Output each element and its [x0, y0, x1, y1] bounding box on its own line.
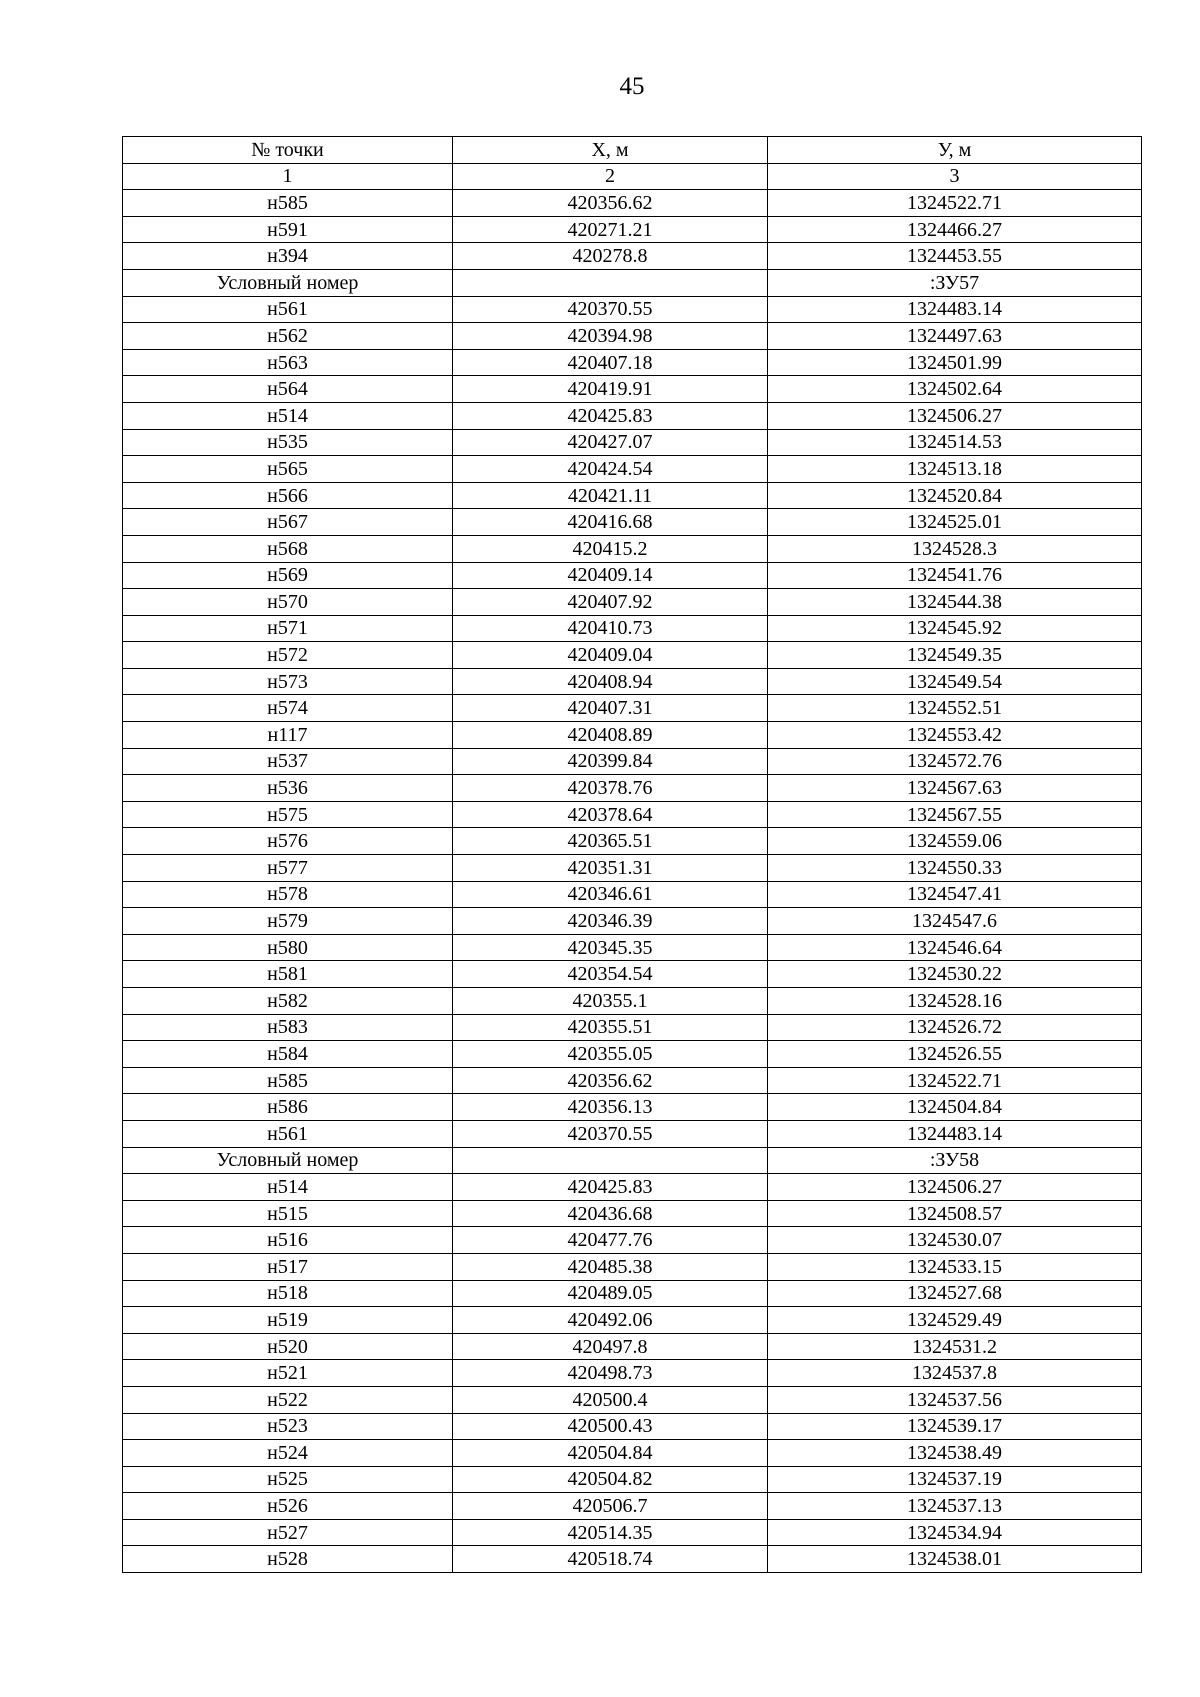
point-number-cell: н565 [123, 456, 453, 483]
y-coordinate-cell: 1324541.76 [768, 562, 1142, 589]
section-label-cell: Условный номер [123, 1147, 453, 1174]
point-number-cell: н583 [123, 1014, 453, 1041]
header-point-number: № точки [123, 137, 453, 164]
y-coordinate-cell: 1324520.84 [768, 482, 1142, 509]
y-coordinate-cell: 1324572.76 [768, 748, 1142, 775]
x-coordinate-cell: 420436.68 [453, 1200, 768, 1227]
point-number-cell: н591 [123, 216, 453, 243]
x-coordinate-cell: 420365.51 [453, 828, 768, 855]
x-coordinate-cell: 420489.05 [453, 1280, 768, 1307]
x-coordinate-cell: 420407.18 [453, 349, 768, 376]
y-coordinate-cell: 1324538.01 [768, 1546, 1142, 1573]
point-number-cell: н570 [123, 589, 453, 616]
y-coordinate-cell: 1324537.56 [768, 1386, 1142, 1413]
x-coordinate-cell: 420427.07 [453, 429, 768, 456]
y-coordinate-cell: 1324466.27 [768, 216, 1142, 243]
table-row [123, 482, 1142, 509]
y-coordinate-cell: 1324530.22 [768, 961, 1142, 988]
point-number-cell: н117 [123, 722, 453, 749]
point-number-cell: н520 [123, 1333, 453, 1360]
y-coordinate-cell: 1324537.13 [768, 1493, 1142, 1520]
table-row [123, 1014, 1142, 1041]
y-coordinate-cell: 1324538.49 [768, 1440, 1142, 1467]
x-coordinate-cell: 420477.76 [453, 1227, 768, 1254]
point-number-cell: н579 [123, 908, 453, 935]
table-row [123, 934, 1142, 961]
x-coordinate-cell: 420346.39 [453, 908, 768, 935]
point-number-cell: н536 [123, 775, 453, 802]
table-row [123, 668, 1142, 695]
point-number-cell: н514 [123, 1174, 453, 1201]
y-coordinate-cell: 1324522.71 [768, 1067, 1142, 1094]
table-row [123, 1440, 1142, 1467]
point-number-cell: н573 [123, 668, 453, 695]
y-coordinate-cell: 1324567.63 [768, 775, 1142, 802]
y-coordinate-cell: 1324549.35 [768, 642, 1142, 669]
table-row [123, 642, 1142, 669]
x-coordinate-cell: 420415.2 [453, 535, 768, 562]
x-coordinate-cell: 420394.98 [453, 323, 768, 350]
x-coordinate-cell: 420500.4 [453, 1386, 768, 1413]
x-coordinate-cell: 420492.06 [453, 1307, 768, 1334]
point-number-cell: н586 [123, 1094, 453, 1121]
x-coordinate-cell: 420419.91 [453, 376, 768, 403]
table-row [123, 1280, 1142, 1307]
table-row [123, 349, 1142, 376]
x-coordinate-cell: 420409.04 [453, 642, 768, 669]
table-row [123, 216, 1142, 243]
table-row [123, 828, 1142, 855]
table-row [123, 429, 1142, 456]
x-coordinate-cell: 420409.14 [453, 562, 768, 589]
y-coordinate-cell: 1324545.92 [768, 615, 1142, 642]
y-coordinate-cell: 1324453.55 [768, 243, 1142, 270]
y-coordinate-cell: 1324550.33 [768, 855, 1142, 882]
x-coordinate-cell: 420500.43 [453, 1413, 768, 1440]
table-row [123, 562, 1142, 589]
table-row [123, 1200, 1142, 1227]
x-coordinate-cell: 420506.7 [453, 1493, 768, 1520]
point-number-cell: н572 [123, 642, 453, 669]
x-coordinate-cell: 420497.8 [453, 1333, 768, 1360]
x-coordinate-cell: 420410.73 [453, 615, 768, 642]
table-row [123, 1094, 1142, 1121]
table-row [123, 855, 1142, 882]
x-coordinate-cell: 420370.55 [453, 1120, 768, 1147]
table-row [123, 722, 1142, 749]
y-coordinate-cell: 1324544.38 [768, 589, 1142, 616]
section-label-cell: Условный номер [123, 269, 453, 296]
point-number-cell: н514 [123, 402, 453, 429]
x-coordinate-cell: 420278.8 [453, 243, 768, 270]
y-coordinate-cell: 1324529.49 [768, 1307, 1142, 1334]
x-coordinate-cell: 420356.62 [453, 1067, 768, 1094]
x-coordinate-cell: 420370.55 [453, 296, 768, 323]
y-coordinate-cell: 1324553.42 [768, 722, 1142, 749]
header-x-coordinate: X, м [453, 137, 768, 164]
y-coordinate-cell: 1324506.27 [768, 1174, 1142, 1201]
column-number-1: 1 [123, 163, 453, 190]
y-coordinate-cell: 1324525.01 [768, 509, 1142, 536]
point-number-cell: н574 [123, 695, 453, 722]
header-y-coordinate: У, м [768, 137, 1142, 164]
table-row [123, 1386, 1142, 1413]
point-number-cell: н516 [123, 1227, 453, 1254]
x-coordinate-cell: 420355.1 [453, 988, 768, 1015]
table-row [123, 1333, 1142, 1360]
point-number-cell: н584 [123, 1041, 453, 1068]
x-coordinate-cell: 420399.84 [453, 748, 768, 775]
table-row [123, 1067, 1142, 1094]
x-coordinate-cell: 420425.83 [453, 402, 768, 429]
x-coordinate-cell: 420408.94 [453, 668, 768, 695]
point-number-cell: н569 [123, 562, 453, 589]
point-number-cell: н580 [123, 934, 453, 961]
point-number-cell: н562 [123, 323, 453, 350]
y-coordinate-cell: 1324527.68 [768, 1280, 1142, 1307]
point-number-cell: н582 [123, 988, 453, 1015]
x-coordinate-cell: 420518.74 [453, 1546, 768, 1573]
y-coordinate-cell: 1324483.14 [768, 296, 1142, 323]
table-column-number-row [123, 163, 1142, 190]
x-coordinate-cell: 420421.11 [453, 482, 768, 509]
table-row [123, 1493, 1142, 1520]
y-coordinate-cell: 1324497.63 [768, 323, 1142, 350]
point-number-cell: н518 [123, 1280, 453, 1307]
x-coordinate-cell: 420424.54 [453, 456, 768, 483]
y-coordinate-cell: 1324539.17 [768, 1413, 1142, 1440]
point-number-cell: н561 [123, 1120, 453, 1147]
point-number-cell: н578 [123, 881, 453, 908]
x-coordinate-cell: 420354.54 [453, 961, 768, 988]
table-row [123, 961, 1142, 988]
point-number-cell: н517 [123, 1253, 453, 1280]
y-coordinate-cell: 1324483.14 [768, 1120, 1142, 1147]
x-coordinate-cell: 420425.83 [453, 1174, 768, 1201]
y-coordinate-cell: 1324546.64 [768, 934, 1142, 961]
table-row [123, 748, 1142, 775]
table-row [123, 1174, 1142, 1201]
table-header-row [123, 137, 1142, 164]
y-coordinate-cell: 1324567.55 [768, 801, 1142, 828]
table-row [123, 988, 1142, 1015]
column-number-3: 3 [768, 163, 1142, 190]
y-coordinate-cell: 1324506.27 [768, 402, 1142, 429]
y-coordinate-cell: 1324552.51 [768, 695, 1142, 722]
table-row [123, 1413, 1142, 1440]
section-id-cell: :ЗУ58 [768, 1147, 1142, 1174]
point-number-cell: н575 [123, 801, 453, 828]
y-coordinate-cell: 1324547.6 [768, 908, 1142, 935]
point-number-cell: н535 [123, 429, 453, 456]
point-number-cell: н571 [123, 615, 453, 642]
table-row [123, 243, 1142, 270]
table-row [123, 1466, 1142, 1493]
section-id-cell: :ЗУ57 [768, 269, 1142, 296]
section-row [123, 269, 1142, 296]
point-number-cell: н576 [123, 828, 453, 855]
x-coordinate-cell: 420485.38 [453, 1253, 768, 1280]
x-coordinate-cell: 420378.76 [453, 775, 768, 802]
point-number-cell: н566 [123, 482, 453, 509]
point-number-cell: н581 [123, 961, 453, 988]
table-row [123, 801, 1142, 828]
table-row [123, 1227, 1142, 1254]
table-row [123, 323, 1142, 350]
page-number: 45 [619, 73, 645, 100]
table-row [123, 775, 1142, 802]
table-row [123, 1120, 1142, 1147]
x-coordinate-cell: 420351.31 [453, 855, 768, 882]
y-coordinate-cell: 1324508.57 [768, 1200, 1142, 1227]
table-row [123, 1546, 1142, 1573]
table-row [123, 695, 1142, 722]
point-number-cell: н568 [123, 535, 453, 562]
x-coordinate-cell: 420346.61 [453, 881, 768, 908]
y-coordinate-cell: 1324526.72 [768, 1014, 1142, 1041]
point-number-cell: н585 [123, 1067, 453, 1094]
table-row [123, 1041, 1142, 1068]
y-coordinate-cell: 1324530.07 [768, 1227, 1142, 1254]
point-number-cell: н521 [123, 1360, 453, 1387]
point-number-cell: н528 [123, 1546, 453, 1573]
table-row [123, 908, 1142, 935]
coordinates-table-body [123, 137, 1142, 1573]
empty-cell [453, 1147, 768, 1174]
point-number-cell: н577 [123, 855, 453, 882]
y-coordinate-cell: 1324522.71 [768, 190, 1142, 217]
empty-cell [453, 269, 768, 296]
point-number-cell: н585 [123, 190, 453, 217]
table-row [123, 402, 1142, 429]
table-row [123, 376, 1142, 403]
x-coordinate-cell: 420355.05 [453, 1041, 768, 1068]
table-row [123, 589, 1142, 616]
x-coordinate-cell: 420356.62 [453, 190, 768, 217]
table-row [123, 1519, 1142, 1546]
point-number-cell: н537 [123, 748, 453, 775]
x-coordinate-cell: 420345.35 [453, 934, 768, 961]
x-coordinate-cell: 420498.73 [453, 1360, 768, 1387]
x-coordinate-cell: 420514.35 [453, 1519, 768, 1546]
y-coordinate-cell: 1324502.64 [768, 376, 1142, 403]
table-row [123, 190, 1142, 217]
table-row [123, 296, 1142, 323]
x-coordinate-cell: 420355.51 [453, 1014, 768, 1041]
y-coordinate-cell: 1324514.53 [768, 429, 1142, 456]
y-coordinate-cell: 1324533.15 [768, 1253, 1142, 1280]
y-coordinate-cell: 1324526.55 [768, 1041, 1142, 1068]
table-row [123, 881, 1142, 908]
point-number-cell: н567 [123, 509, 453, 536]
x-coordinate-cell: 420407.31 [453, 695, 768, 722]
y-coordinate-cell: 1324504.84 [768, 1094, 1142, 1121]
x-coordinate-cell: 420504.82 [453, 1466, 768, 1493]
point-number-cell: н522 [123, 1386, 453, 1413]
x-coordinate-cell: 420407.92 [453, 589, 768, 616]
point-number-cell: н515 [123, 1200, 453, 1227]
x-coordinate-cell: 420504.84 [453, 1440, 768, 1467]
y-coordinate-cell: 1324501.99 [768, 349, 1142, 376]
coordinates-table [122, 136, 1142, 1573]
section-row [123, 1147, 1142, 1174]
table-row [123, 1307, 1142, 1334]
x-coordinate-cell: 420356.13 [453, 1094, 768, 1121]
point-number-cell: н564 [123, 376, 453, 403]
point-number-cell: н394 [123, 243, 453, 270]
column-number-2: 2 [453, 163, 768, 190]
x-coordinate-cell: 420416.68 [453, 509, 768, 536]
y-coordinate-cell: 1324559.06 [768, 828, 1142, 855]
point-number-cell: н524 [123, 1440, 453, 1467]
point-number-cell: н525 [123, 1466, 453, 1493]
x-coordinate-cell: 420271.21 [453, 216, 768, 243]
point-number-cell: н527 [123, 1519, 453, 1546]
point-number-cell: н526 [123, 1493, 453, 1520]
table-row [123, 509, 1142, 536]
table-row [123, 535, 1142, 562]
y-coordinate-cell: 1324547.41 [768, 881, 1142, 908]
table-row [123, 1360, 1142, 1387]
y-coordinate-cell: 1324513.18 [768, 456, 1142, 483]
point-number-cell: н561 [123, 296, 453, 323]
y-coordinate-cell: 1324537.8 [768, 1360, 1142, 1387]
table-row [123, 1253, 1142, 1280]
point-number-cell: н523 [123, 1413, 453, 1440]
table-row [123, 615, 1142, 642]
y-coordinate-cell: 1324537.19 [768, 1466, 1142, 1493]
y-coordinate-cell: 1324534.94 [768, 1519, 1142, 1546]
table-row [123, 456, 1142, 483]
point-number-cell: н563 [123, 349, 453, 376]
x-coordinate-cell: 420378.64 [453, 801, 768, 828]
point-number-cell: н519 [123, 1307, 453, 1334]
y-coordinate-cell: 1324549.54 [768, 668, 1142, 695]
y-coordinate-cell: 1324531.2 [768, 1333, 1142, 1360]
y-coordinate-cell: 1324528.3 [768, 535, 1142, 562]
x-coordinate-cell: 420408.89 [453, 722, 768, 749]
y-coordinate-cell: 1324528.16 [768, 988, 1142, 1015]
